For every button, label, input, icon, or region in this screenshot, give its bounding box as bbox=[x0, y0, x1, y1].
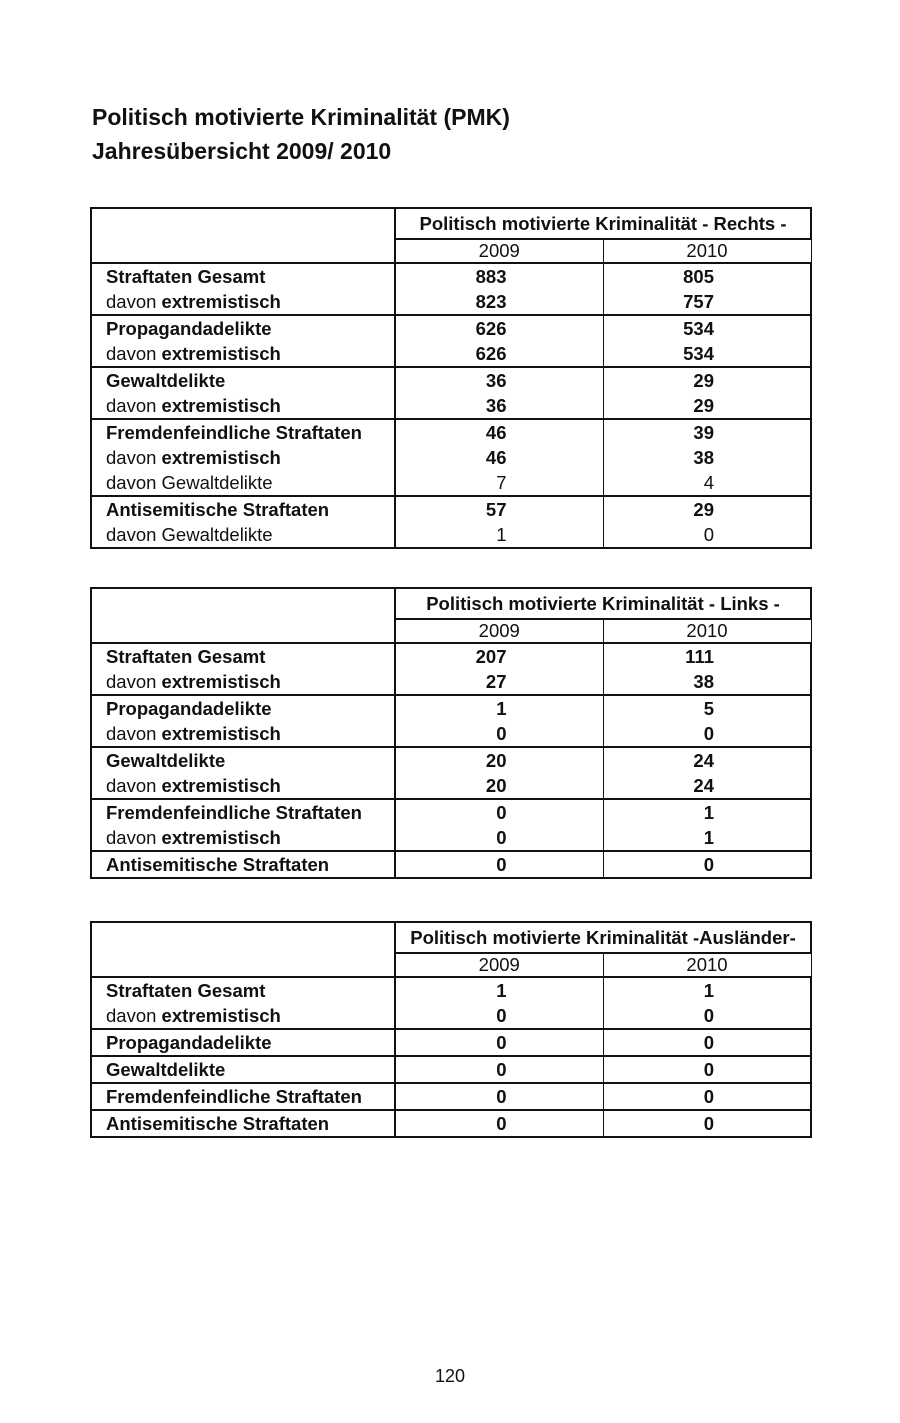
value-2010: 0 bbox=[603, 721, 811, 747]
davon-text: davon bbox=[106, 291, 157, 312]
davon-text: davon bbox=[106, 343, 157, 364]
value-2010: 24 bbox=[603, 747, 811, 773]
row-label: Propagandadelikte bbox=[91, 1029, 395, 1056]
value-2010: 0 bbox=[603, 1003, 811, 1029]
value-2009: 1 bbox=[395, 522, 603, 548]
value-2009: 46 bbox=[395, 445, 603, 470]
row-label bbox=[91, 289, 395, 315]
extremistisch-text: extremistisch bbox=[161, 395, 281, 416]
row-label bbox=[91, 721, 395, 747]
row-label: Antisemitische Straftaten bbox=[91, 496, 395, 522]
table-row bbox=[91, 977, 811, 1003]
value-2009: 0 bbox=[395, 1003, 603, 1029]
value-2009: 0 bbox=[395, 1029, 603, 1056]
year-header-2009: 2009 bbox=[395, 239, 603, 263]
row-label: Gewaltdelikte bbox=[91, 747, 395, 773]
table-heading: Politisch motivierte Kriminalität - Rechts - bbox=[395, 208, 811, 239]
value-2010: 0 bbox=[603, 522, 811, 548]
value-2009: 57 bbox=[395, 496, 603, 522]
year-header-2010: 2010 bbox=[603, 619, 811, 643]
table-row bbox=[91, 851, 811, 878]
table-row bbox=[91, 669, 811, 695]
row-label: Straftaten Gesamt bbox=[91, 977, 395, 1003]
table-row bbox=[91, 825, 811, 851]
value-2009: 20 bbox=[395, 747, 603, 773]
value-2010: 38 bbox=[603, 669, 811, 695]
year-header-2009: 2009 bbox=[395, 953, 603, 977]
value-2009: 7 bbox=[395, 470, 603, 496]
value-2009: 36 bbox=[395, 367, 603, 393]
table-row bbox=[91, 1056, 811, 1083]
value-2009: 1 bbox=[395, 977, 603, 1003]
value-2009: 823 bbox=[395, 289, 603, 315]
value-2010: 0 bbox=[603, 1056, 811, 1083]
davon-text: davon bbox=[106, 1005, 157, 1026]
value-2009: 27 bbox=[395, 669, 603, 695]
value-2010: 29 bbox=[603, 496, 811, 522]
value-2009: 0 bbox=[395, 825, 603, 851]
davon-text: davon bbox=[106, 723, 157, 744]
table-row bbox=[91, 747, 811, 773]
davon-text: davon bbox=[106, 447, 157, 468]
table-row bbox=[91, 1003, 811, 1029]
value-2009: 0 bbox=[395, 1083, 603, 1110]
value-2010: 29 bbox=[603, 367, 811, 393]
davon-text: davon bbox=[106, 395, 157, 416]
value-2010: 111 bbox=[603, 643, 811, 669]
value-2009: 626 bbox=[395, 341, 603, 367]
value-2010: 4 bbox=[603, 470, 811, 496]
table-row bbox=[91, 773, 811, 799]
row-label: Gewaltdelikte bbox=[91, 367, 395, 393]
value-2010: 0 bbox=[603, 851, 811, 878]
header-blank-cell bbox=[91, 588, 395, 643]
table-pmk-links bbox=[90, 587, 812, 879]
value-2010: 1 bbox=[603, 977, 811, 1003]
row-label: davon Gewaltdelikte bbox=[91, 470, 395, 496]
value-2009: 626 bbox=[395, 315, 603, 341]
row-label bbox=[91, 669, 395, 695]
table-row bbox=[91, 799, 811, 825]
value-2010: 29 bbox=[603, 393, 811, 419]
value-2009: 0 bbox=[395, 851, 603, 878]
page-number: 120 bbox=[434, 1366, 466, 1386]
row-label bbox=[91, 1003, 395, 1029]
davon-text: davon bbox=[106, 671, 157, 692]
table-row bbox=[91, 289, 811, 315]
row-label: Propagandadelikte bbox=[91, 695, 395, 721]
value-2010: 0 bbox=[603, 1029, 811, 1056]
value-2010: 1 bbox=[603, 825, 811, 851]
value-2010: 534 bbox=[603, 341, 811, 367]
row-label: davon Gewaltdelikte bbox=[91, 522, 395, 548]
row-label: Gewaltdelikte bbox=[91, 1056, 395, 1083]
extremistisch-text: extremistisch bbox=[161, 291, 281, 312]
table-row bbox=[91, 419, 811, 445]
davon-text: davon bbox=[106, 775, 157, 796]
row-label: Antisemitische Straftaten bbox=[91, 851, 395, 878]
year-header-2010: 2010 bbox=[603, 953, 811, 977]
value-2009: 0 bbox=[395, 1110, 603, 1137]
row-label: Straftaten Gesamt bbox=[91, 643, 395, 669]
table-row bbox=[91, 470, 811, 496]
table-pmk-rechts bbox=[90, 207, 812, 549]
table-row bbox=[91, 695, 811, 721]
value-2009: 36 bbox=[395, 393, 603, 419]
value-2009: 0 bbox=[395, 721, 603, 747]
value-2010: 5 bbox=[603, 695, 811, 721]
row-label: Propagandadelikte bbox=[91, 315, 395, 341]
table-row bbox=[91, 445, 811, 470]
table-row bbox=[91, 496, 811, 522]
value-2009: 0 bbox=[395, 1056, 603, 1083]
table-row bbox=[91, 315, 811, 341]
table-row bbox=[91, 263, 811, 289]
row-label: Fremdenfeindliche Straftaten bbox=[91, 799, 395, 825]
value-2010: 0 bbox=[603, 1083, 811, 1110]
extremistisch-text: extremistisch bbox=[161, 1005, 281, 1026]
value-2010: 805 bbox=[603, 263, 811, 289]
row-label bbox=[91, 341, 395, 367]
davon-text: davon bbox=[106, 827, 157, 848]
value-2009: 20 bbox=[395, 773, 603, 799]
table-row bbox=[91, 1110, 811, 1137]
table-row bbox=[91, 393, 811, 419]
page-title bbox=[92, 100, 510, 168]
value-2009: 46 bbox=[395, 419, 603, 445]
value-2009: 1 bbox=[395, 695, 603, 721]
row-label: Antisemitische Straftaten bbox=[91, 1110, 395, 1137]
value-2010: 1 bbox=[603, 799, 811, 825]
table-row bbox=[91, 1083, 811, 1110]
row-label bbox=[91, 393, 395, 419]
row-label: Fremdenfeindliche Straftaten bbox=[91, 1083, 395, 1110]
title-line-1: Politisch motivierte Kriminalität (PMK) bbox=[92, 104, 510, 130]
extremistisch-text: extremistisch bbox=[161, 827, 281, 848]
value-2010: 39 bbox=[603, 419, 811, 445]
value-2010: 38 bbox=[603, 445, 811, 470]
header-blank-cell bbox=[91, 208, 395, 263]
extremistisch-text: extremistisch bbox=[161, 671, 281, 692]
row-label bbox=[91, 825, 395, 851]
value-2010: 757 bbox=[603, 289, 811, 315]
row-label bbox=[91, 445, 395, 470]
value-2009: 207 bbox=[395, 643, 603, 669]
header-blank-cell bbox=[91, 922, 395, 977]
table-row bbox=[91, 341, 811, 367]
extremistisch-text: extremistisch bbox=[161, 343, 281, 364]
extremistisch-text: extremistisch bbox=[161, 723, 281, 744]
table-row bbox=[91, 643, 811, 669]
value-2010: 24 bbox=[603, 773, 811, 799]
table-row bbox=[91, 1029, 811, 1056]
value-2009: 883 bbox=[395, 263, 603, 289]
extremistisch-text: extremistisch bbox=[161, 447, 281, 468]
row-label bbox=[91, 773, 395, 799]
value-2010: 534 bbox=[603, 315, 811, 341]
row-label: Straftaten Gesamt bbox=[91, 263, 395, 289]
table-row bbox=[91, 721, 811, 747]
table-heading: Politisch motivierte Kriminalität -Ausländer- bbox=[395, 922, 811, 953]
extremistisch-text: extremistisch bbox=[161, 775, 281, 796]
year-header-2009: 2009 bbox=[395, 619, 603, 643]
table-heading: Politisch motivierte Kriminalität - Links - bbox=[395, 588, 811, 619]
value-2010: 0 bbox=[603, 1110, 811, 1137]
table-row bbox=[91, 522, 811, 548]
value-2009: 0 bbox=[395, 799, 603, 825]
title-line-2: Jahresübersicht 2009/ 2010 bbox=[92, 138, 392, 164]
row-label: Fremdenfeindliche Straftaten bbox=[91, 419, 395, 445]
year-header-2010: 2010 bbox=[603, 239, 811, 263]
table-row bbox=[91, 367, 811, 393]
table-pmk-auslaender bbox=[90, 921, 812, 1138]
